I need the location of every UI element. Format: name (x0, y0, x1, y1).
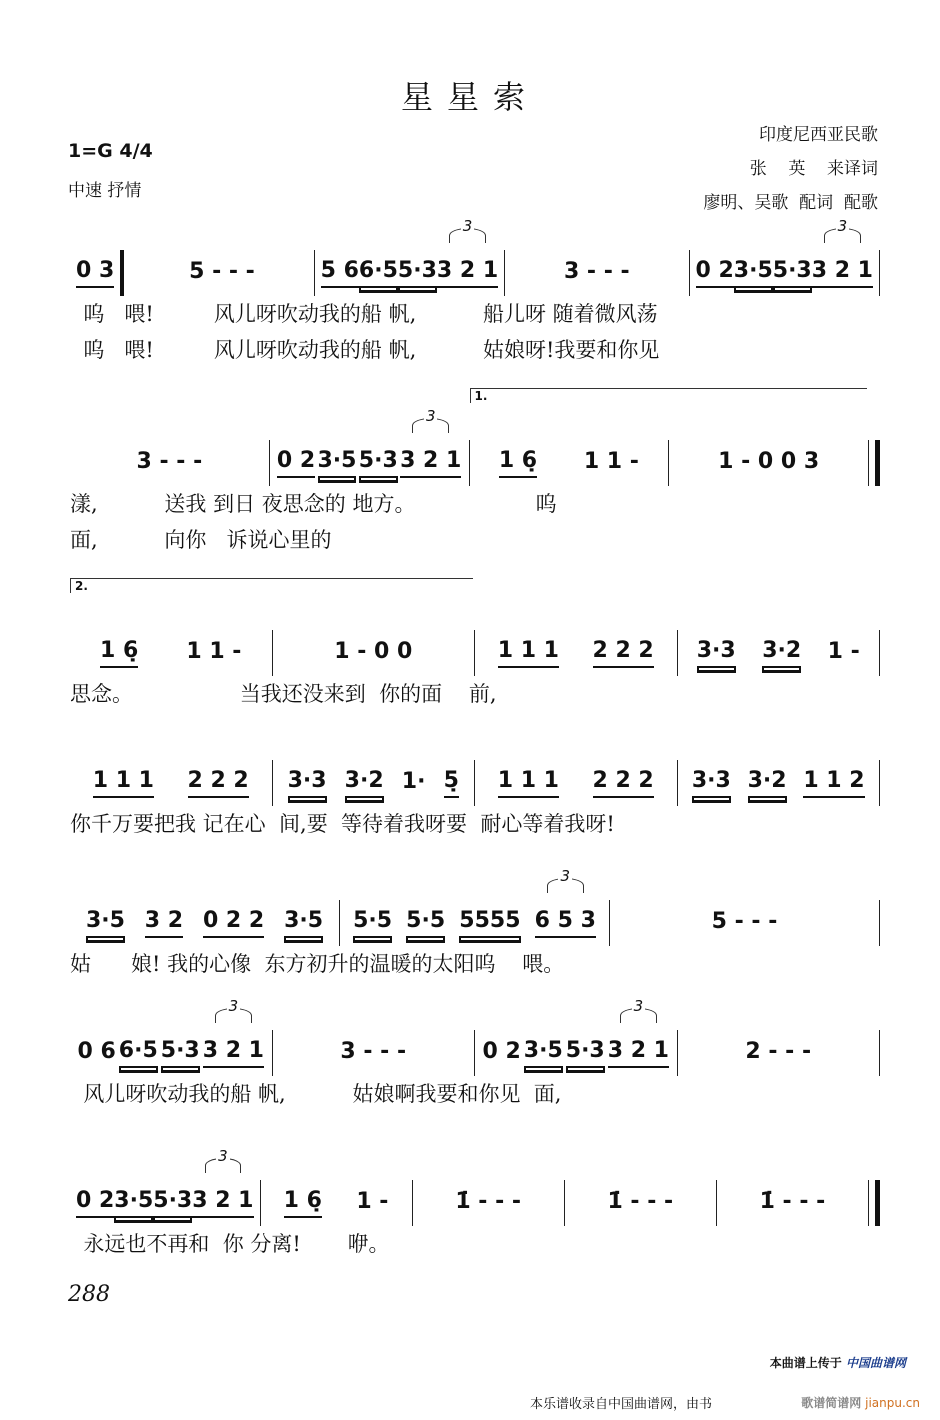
note-group: 5·5 (353, 908, 392, 938)
staff-system (70, 997, 880, 1112)
note-group: 5·3 (566, 1038, 605, 1068)
measure (340, 867, 609, 946)
watermark-url: jianpu.cn (865, 1396, 920, 1410)
lyric-line: 姑 娘! 我的心像 东方初升的温暖的太阳呜 喂。 (70, 952, 565, 976)
lyric-line: 呜 喂! 风儿呀吹动我的船 帆, 姑娘呀!我要和你见 (70, 338, 660, 362)
note-group: 1̇ - - - (607, 1189, 674, 1214)
upload-text: 本曲谱上传于 (769, 1356, 842, 1370)
note-group: 0 2 (277, 448, 315, 478)
note-group: 5·3 (153, 1188, 192, 1218)
measure (273, 1030, 475, 1076)
note-group: 3·3 (697, 638, 736, 668)
note-group: 1 1 1 (93, 768, 154, 798)
note-group: 5·3 (359, 448, 398, 478)
note-group: 3·3 (288, 768, 327, 798)
credit-arranger: 廖明、吴歌 配词 配歌 (703, 193, 878, 213)
note-group: 3 2 (145, 908, 183, 938)
measure (70, 900, 339, 946)
measure (565, 1180, 716, 1226)
staff (70, 389, 880, 486)
lyric-line: 思念。 当我还没来到 你的面 前, (70, 682, 497, 706)
measure (70, 997, 272, 1076)
measure (130, 250, 313, 296)
note-group: 1 1 2 (803, 768, 864, 798)
note-group: 3 2 1 3 (400, 448, 461, 478)
note-group: 1 6̣ (499, 448, 537, 478)
measure (273, 630, 475, 676)
measure (470, 389, 669, 486)
measure (505, 250, 688, 296)
triplet-mark (824, 217, 861, 243)
staff-system (70, 217, 880, 368)
note-group: 3·5 (318, 448, 357, 478)
triplet-mark (620, 997, 657, 1023)
note-group: 2 2 2 (593, 768, 654, 798)
lyric-line: 呜 喂! 风儿呀吹动我的船 帆, 船儿呀 随着微风荡 (70, 302, 658, 326)
triplet-number: 3 (462, 217, 473, 235)
staff-system (70, 867, 880, 982)
staff (70, 867, 880, 946)
note-group: 3·5 (284, 908, 323, 938)
note-group: 2 - - - (745, 1039, 812, 1064)
measure (413, 1180, 564, 1226)
note-group: 5·3 (161, 1038, 200, 1068)
measure (669, 440, 868, 486)
barline (879, 900, 880, 946)
note-group: 6·5 (119, 1038, 158, 1068)
staff-system (70, 760, 880, 842)
staff (70, 1147, 880, 1226)
measure (315, 217, 505, 296)
measure (610, 900, 879, 946)
note-group: 0 2 (696, 258, 734, 288)
note-group: 3 2 1 3 (437, 258, 498, 288)
note-group: 5̣ (444, 768, 459, 798)
measure (70, 250, 120, 296)
measure (273, 760, 475, 806)
triplet-mark (215, 997, 252, 1023)
barline (879, 1030, 880, 1076)
note-group: 3 2 1 3 (192, 1188, 253, 1218)
lyric-line: 你千万要把我 记在心 间,要 等待着我呀要 耐心等着我呀! (70, 812, 615, 836)
credit-translator: 张 英 来译词 (749, 159, 878, 179)
note-group: 3·2 (748, 768, 787, 798)
triplet-number: 3 (228, 997, 239, 1015)
note-group: 3·2 (345, 768, 384, 798)
note-group: 2 2 2 (188, 768, 249, 798)
note-group: 3 - - - (340, 1039, 407, 1064)
note-group: 5 - - - (189, 259, 255, 284)
measure (475, 630, 677, 676)
note-group: 3 2 1 3 (812, 258, 873, 288)
note-group: 5 6 (321, 258, 359, 288)
measure (717, 1180, 868, 1226)
watermark-text: 歌谱简谱网 (801, 1396, 862, 1410)
volta-bracket: 2. (70, 578, 473, 593)
note-group: 0 6 (77, 1039, 116, 1064)
note-group: 5·3 (773, 258, 812, 288)
note-group: 3 2 1 3 (203, 1038, 264, 1068)
measure (678, 630, 880, 676)
watermark (801, 1394, 920, 1411)
note-group: 1 - 0 0 3 (718, 449, 820, 474)
measure (270, 407, 469, 486)
note-group: 3·5 (86, 908, 125, 938)
note-group: 1 1 - (583, 449, 639, 474)
song-title: 星星索 (400, 78, 539, 116)
triplet-number: 3 (425, 407, 436, 425)
note-group: 6 5 3 3 (535, 908, 596, 938)
triplet-mark (412, 407, 449, 433)
credit-origin: 印度尼西亚民歌 (759, 125, 878, 145)
repeat-start-barline (120, 250, 130, 296)
final-barline (868, 440, 880, 486)
barline (879, 250, 880, 296)
triplet-mark (449, 217, 486, 243)
triplet-number: 3 (218, 1147, 228, 1165)
note-group: 2 2 2 (593, 638, 654, 668)
note-group: 1 1 - (186, 639, 242, 664)
staff-system (70, 579, 880, 712)
triplet-number: 3 (560, 867, 571, 885)
note-group: 1 - (356, 1189, 389, 1214)
note-group: 1 6̣ (100, 638, 138, 668)
note-group: 1̇ - - - (455, 1189, 522, 1214)
note-group: 0 2 (76, 1188, 114, 1218)
note-group: 5·3 (398, 258, 437, 288)
measure (70, 760, 272, 806)
page-number: 288 (68, 1282, 110, 1307)
final-barline (868, 1180, 880, 1226)
note-group: 6·5 (359, 258, 398, 288)
lyric-line: 漾, 送我 到日 夜思念的 地方。 呜 (70, 492, 557, 516)
barline (879, 760, 880, 806)
volta-bracket: 1. (470, 388, 868, 403)
measure (678, 1030, 880, 1076)
measure (475, 997, 677, 1076)
staff (70, 760, 880, 806)
measure (678, 760, 880, 806)
staff-system (70, 389, 880, 558)
measure (70, 440, 269, 486)
barline (879, 630, 880, 676)
note-group: 3 2 1 3 (608, 1038, 669, 1068)
note-group: 0 3 (76, 258, 114, 288)
lyric-line: 永远也不再和 你 分离! 咿。 (70, 1232, 390, 1256)
measure (70, 1147, 260, 1226)
staff (70, 217, 880, 296)
upload-note (770, 1354, 906, 1371)
collected-note: 本乐谱收录自中国曲谱网，由书 (530, 1397, 713, 1412)
note-group: 0 2 2 (203, 908, 264, 938)
tempo-marking: 中速 抒情 (68, 181, 142, 201)
note-group: 1 1 1 (498, 768, 559, 798)
staff-system (70, 1147, 880, 1262)
measure (261, 1180, 412, 1226)
note-group: 3 - - - (136, 449, 203, 474)
key-signature: 1=G 4/4 (68, 140, 153, 162)
note-group: 5 - - - (711, 909, 778, 934)
note-group: 1 - 0 0 (334, 639, 413, 664)
note-group: 1 - (827, 639, 860, 664)
staff (70, 997, 880, 1076)
note-group: 5555 (459, 908, 520, 938)
note-group: 1· (401, 769, 426, 794)
triplet-number: 3 (837, 217, 848, 235)
lyric-line: 面, 向你 诉说心里的 (70, 528, 332, 552)
staff (70, 579, 880, 676)
note-group: 3·5 (524, 1038, 563, 1068)
note-group: 5·5 (406, 908, 445, 938)
measure (70, 579, 272, 676)
note-group: 3·5 (734, 258, 773, 288)
credits (703, 118, 878, 220)
note-group: 3·3 (692, 768, 731, 798)
triplet-number: 3 (633, 997, 644, 1015)
triplet-mark (205, 1147, 242, 1173)
site-logo: 中国曲谱网 (845, 1356, 906, 1370)
note-group: 1 6̣ (284, 1188, 322, 1218)
triplet-mark (547, 867, 584, 893)
note-group: 3 - - - (563, 259, 630, 284)
measure (690, 217, 880, 296)
note-group: 0 2 (482, 1039, 521, 1064)
note-group: 3·2 (762, 638, 801, 668)
note-group: 1 1 1 (498, 638, 559, 668)
note-group: 3·5 (114, 1188, 153, 1218)
note-group: 1̇ - - - (759, 1189, 826, 1214)
lyric-line: 风儿呀吹动我的船 帆, 姑娘啊我要和你见 面, (70, 1082, 562, 1106)
measure (475, 760, 677, 806)
